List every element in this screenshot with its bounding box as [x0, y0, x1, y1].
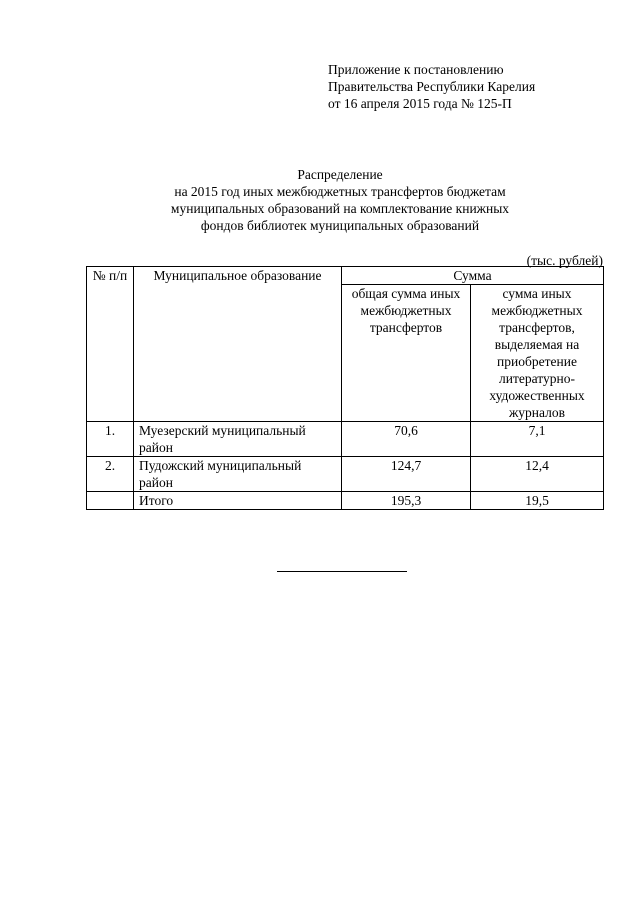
header-literary: сумма иных межбюджетных трансфертов, выделяемая на приобретение литературно-художественных журналов — [471, 285, 604, 422]
title-line-1: Распределение — [297, 167, 383, 182]
row-num: 2. — [87, 457, 134, 492]
row-literary: 7,1 — [471, 422, 604, 457]
table-row — [87, 457, 604, 492]
table-total-row — [87, 492, 604, 510]
header-sum: Сумма — [342, 267, 604, 285]
row-municipality: Пудожский муниципальный район — [134, 457, 342, 492]
title-line-2: на 2015 год иных межбюджетных трансфертов бюджетам — [174, 184, 506, 199]
appendix-line-2: Правительства Республики Карелия — [328, 79, 536, 94]
row-municipality: Муезерский муниципальный район — [134, 422, 342, 457]
title-line-3: муниципальных образований на комплектование книжных — [170, 201, 510, 216]
total-literary: 19,5 — [471, 492, 604, 510]
row-total: 70,6 — [342, 422, 471, 457]
closing-rule — [277, 571, 407, 572]
total-sum: 195,3 — [342, 492, 471, 510]
table-header-row — [87, 267, 604, 285]
appendix-line-3: от 16 апреля 2015 года № 125-П — [328, 96, 512, 111]
row-literary: 12,4 — [471, 457, 604, 492]
header-num: № п/п — [87, 267, 134, 422]
total-num — [87, 492, 134, 510]
units-label: (тыс. рублей) — [526, 253, 603, 268]
header-total: общая сумма иных межбюджетных трансфертов — [342, 285, 471, 422]
header-municipality: Муниципальное образование — [134, 267, 342, 422]
distribution-table — [86, 266, 604, 510]
document-title — [70, 166, 610, 234]
row-num: 1. — [87, 422, 134, 457]
row-total: 124,7 — [342, 457, 471, 492]
total-label: Итого — [134, 492, 342, 510]
table-row — [87, 422, 604, 457]
appendix-line-1: Приложение к постановлению — [328, 62, 504, 77]
title-line-4: фондов библиотек муниципальных образований — [200, 218, 480, 233]
appendix-header — [328, 61, 535, 112]
